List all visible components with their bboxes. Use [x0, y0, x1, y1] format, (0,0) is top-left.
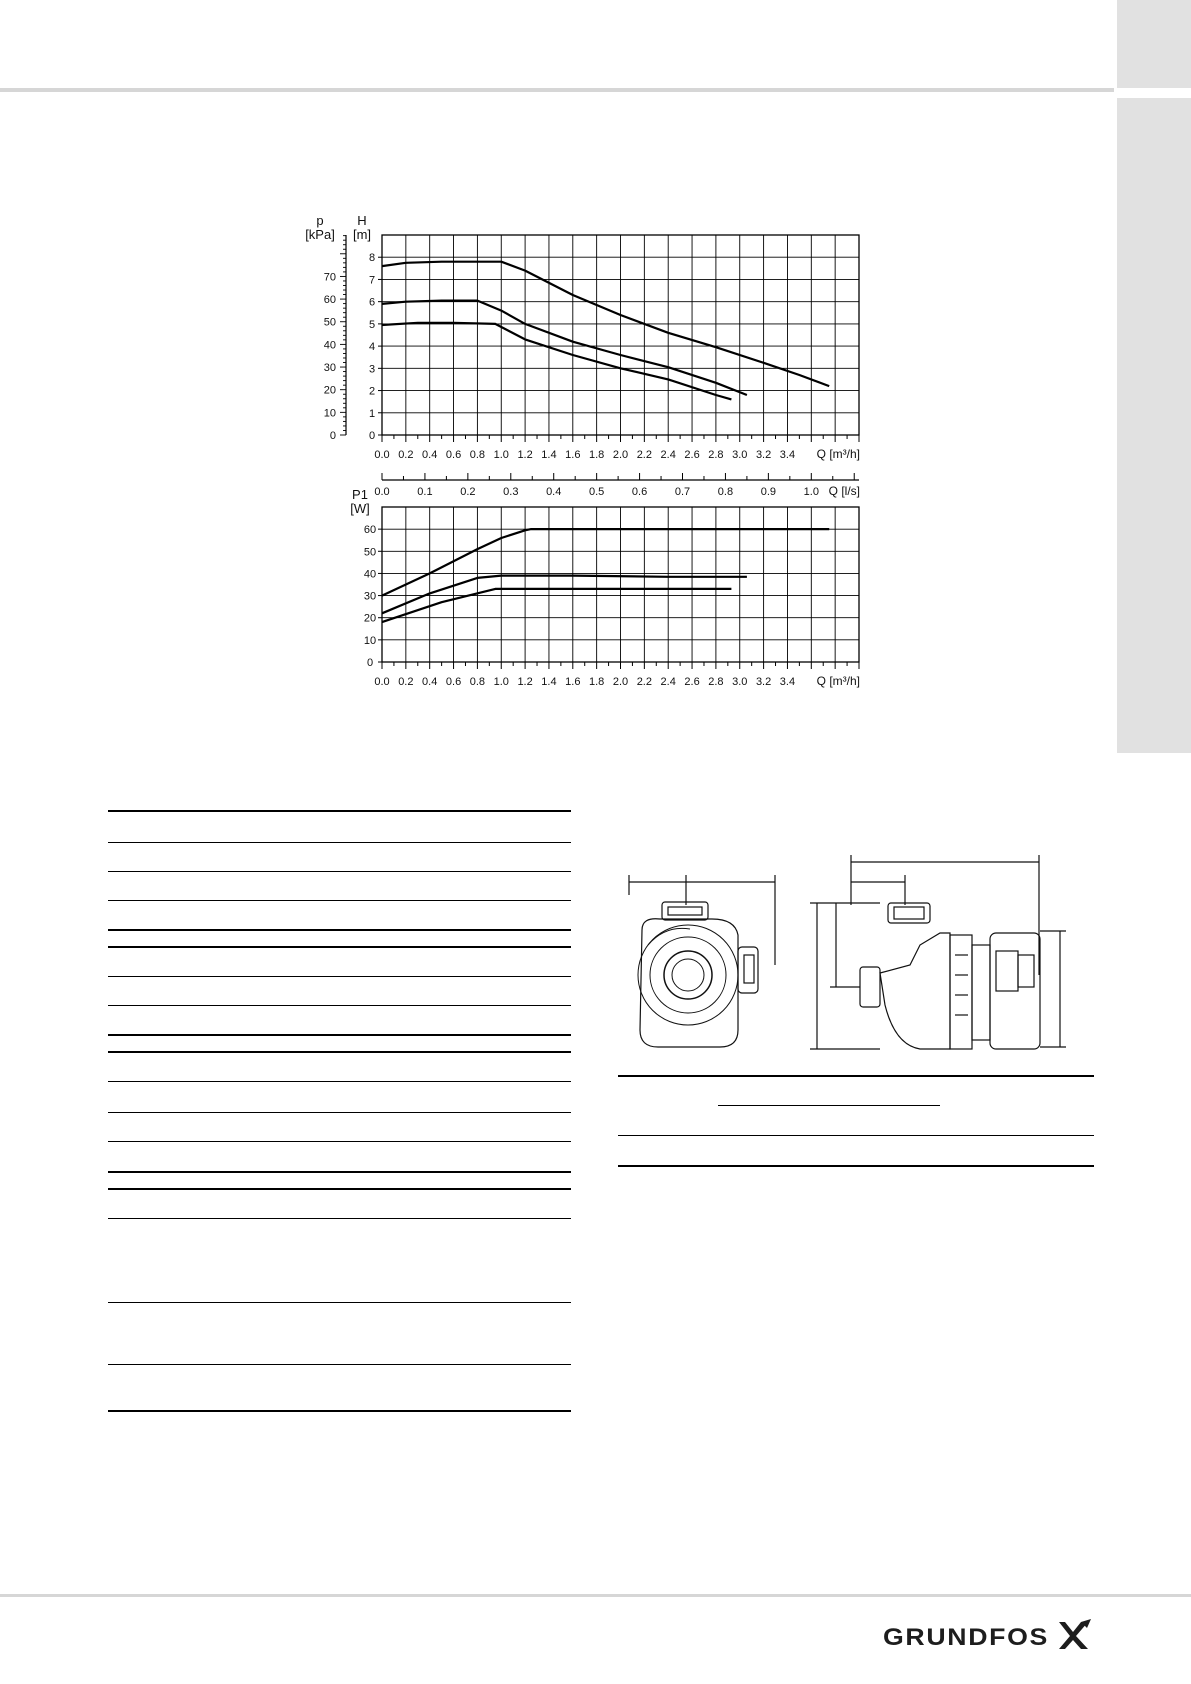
head-flow-chart	[305, 213, 860, 498]
grundfos-logo	[883, 1616, 1093, 1652]
x-tick-label: 2.2	[636, 449, 652, 461]
y-tick-label-kpa: 0	[329, 430, 336, 442]
ls-tick-label: 0.2	[460, 486, 476, 498]
y-tick-label-m: 1	[368, 407, 376, 420]
table-rule	[108, 946, 571, 948]
y-tick-label: 40	[363, 568, 377, 581]
x-tick-label: 2.0	[612, 449, 629, 461]
pump-performance-charts	[290, 210, 870, 690]
head-axis-symbol: H	[357, 213, 367, 228]
y-tick-label-kpa: 30	[323, 362, 336, 375]
table-rule	[108, 900, 571, 901]
x-tick-label: 1.2	[517, 449, 533, 461]
y-tick-label-kpa: 50	[323, 316, 336, 329]
x-tick-label: 2.8	[708, 449, 724, 461]
x-tick-label: 0.8	[469, 449, 486, 461]
side-tab	[1117, 98, 1191, 753]
ls-tick-label: 0.0	[374, 486, 390, 498]
table-rule	[108, 1034, 571, 1036]
y-tick-label-kpa: 70	[323, 271, 336, 284]
x-axis-label: Q [m³/h]	[816, 447, 860, 461]
table-rule	[108, 1051, 571, 1053]
x-tick-label: 0.8	[469, 676, 486, 688]
ls-axis-label: Q [l/s]	[828, 484, 860, 498]
footer-rule	[0, 1594, 1191, 1597]
y-tick-label: 10	[363, 634, 377, 647]
x-tick-label: 3.4	[779, 449, 796, 461]
y-tick-label-m: 2	[368, 385, 376, 398]
table-rule	[108, 1112, 571, 1113]
y-tick-label-m: 3	[368, 363, 376, 376]
x-tick-label: 1.8	[589, 676, 605, 688]
x-tick-label: 1.4	[541, 449, 557, 461]
x-tick-label: 1.6	[565, 449, 581, 461]
table-rule	[718, 1105, 940, 1106]
x-tick-label: 1.2	[517, 676, 533, 688]
side-tab-top	[1117, 0, 1191, 88]
table-rule	[108, 1005, 571, 1006]
table-rule	[108, 1218, 571, 1219]
power-axis-unit: [W]	[350, 501, 370, 516]
x-tick-label: 1.8	[589, 449, 605, 461]
y-tick-label-m: 4	[368, 341, 376, 354]
x-tick-label: 2.6	[684, 676, 700, 688]
table-rule	[108, 1171, 571, 1173]
table-rule	[108, 1081, 571, 1082]
table-rule	[618, 1165, 1094, 1167]
y-tick-label-m: 5	[368, 318, 376, 331]
ls-tick-label: 0.3	[503, 486, 519, 498]
power-flow-chart	[350, 487, 860, 688]
table-rule	[108, 1410, 571, 1412]
ls-tick-label: 0.8	[717, 486, 734, 498]
x-tick-label: 2.0	[612, 676, 629, 688]
x-tick-label: 0.6	[445, 676, 462, 688]
x-tick-label: 2.6	[684, 449, 700, 461]
kpa-axis-symbol: p	[316, 213, 324, 228]
table-rule	[618, 1135, 1094, 1136]
table-rule	[108, 842, 571, 843]
table-rule	[108, 1141, 571, 1142]
x-tick-label: 2.8	[708, 676, 724, 688]
x-tick-label: 0.0	[374, 676, 390, 688]
y-tick-label: 0	[366, 657, 374, 669]
x-tick-label: 3.4	[779, 676, 796, 688]
x-tick-label: 2.4	[660, 449, 676, 461]
p1-curve-1	[382, 529, 829, 596]
x-tick-label: 2.4	[660, 676, 676, 688]
x-tick-label: 0.4	[422, 449, 438, 461]
x-tick-label: 0.2	[398, 676, 414, 688]
x-tick-label: 1.6	[565, 676, 581, 688]
table-rule	[108, 810, 571, 812]
table-rule	[108, 976, 571, 977]
x-tick-label: 3.0	[732, 449, 748, 461]
power-axis-symbol: P1	[352, 487, 368, 502]
kpa-axis-unit: [kPa]	[305, 227, 335, 242]
table-rule	[108, 871, 571, 872]
header-rule	[0, 88, 1114, 92]
table-rule	[108, 1188, 571, 1190]
y-tick-label-m: 0	[368, 430, 376, 442]
dimension-drawing	[620, 855, 1070, 1055]
table-rule	[108, 1364, 571, 1365]
y-tick-label: 20	[363, 612, 377, 625]
x-tick-label: 0.2	[398, 449, 414, 461]
ls-tick-label: 0.6	[631, 486, 648, 498]
x-tick-label: 3.2	[755, 676, 772, 688]
x-tick-label: 0.6	[445, 449, 462, 461]
y-tick-label: 30	[363, 590, 377, 603]
qh-curve-3	[382, 323, 731, 400]
p1-curve-3	[382, 589, 731, 622]
y-tick-label: 60	[363, 524, 377, 537]
x-tick-label: 1.0	[493, 676, 509, 688]
svg-text:GRUNDFOS: GRUNDFOS	[883, 1624, 1049, 1651]
y-tick-label-m: 7	[368, 274, 376, 287]
ls-tick-label: 0.5	[589, 486, 605, 498]
x-tick-label: 1.0	[493, 449, 509, 461]
y-tick-label-kpa: 20	[323, 384, 336, 397]
y-tick-label-kpa: 10	[323, 407, 336, 420]
x-tick-label: 3.0	[732, 676, 748, 688]
ls-tick-label: 0.7	[674, 486, 691, 498]
x-tick-label: 3.2	[755, 449, 772, 461]
x-tick-label: 1.4	[541, 676, 557, 688]
table-rule	[108, 1302, 571, 1303]
x-tick-label: 0.0	[374, 449, 390, 461]
x-axis-label: Q [m³/h]	[816, 674, 860, 688]
head-axis-unit: [m]	[352, 227, 372, 242]
y-tick-label-kpa: 40	[323, 339, 336, 352]
y-tick-label-kpa: 60	[323, 294, 336, 307]
ls-tick-label: 1.0	[803, 486, 819, 498]
y-tick-label: 50	[363, 546, 377, 559]
x-tick-label: 0.4	[422, 676, 438, 688]
ls-tick-label: 0.1	[417, 486, 433, 498]
table-rule	[108, 929, 571, 931]
table-rule	[618, 1075, 1094, 1077]
y-tick-label-m: 6	[368, 296, 376, 309]
x-tick-label: 2.2	[636, 676, 652, 688]
y-tick-label-m: 8	[368, 252, 376, 265]
ls-tick-label: 0.4	[546, 486, 562, 498]
ls-tick-label: 0.9	[760, 486, 777, 498]
